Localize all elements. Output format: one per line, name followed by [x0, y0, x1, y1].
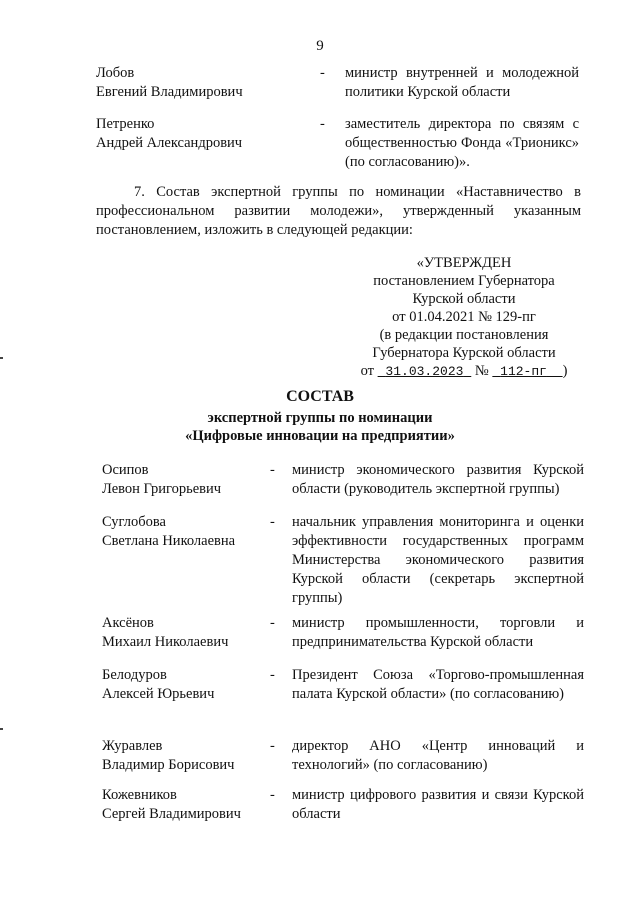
dash: - [270, 462, 275, 478]
composition-title: СОСТАВ [286, 388, 354, 405]
approval-date-line: от 31.03.2023 № 112-пг ) [360, 363, 568, 379]
member-position: начальник управления мониторинга и оценки эффективности государственных программ Министерства экономического развития Курской области (секретарь экспертной группы) [292, 514, 584, 606]
amendment-paragraph: 7. Состав экспертной группы по номинации «Наставничество в профессиональном развитии молодежи», утвержденный указанным постановлением, изложить в следующей редакции: [96, 184, 581, 238]
approval-line: Губернатора Курской области [372, 345, 556, 361]
member-name: Лобов Евгений Владимирович [96, 65, 243, 100]
approval-line: от 01.04.2021 № 129-пг [392, 309, 536, 325]
member-position: министр цифрового развития и связи Курской области [292, 787, 584, 822]
dash: - [270, 787, 275, 803]
member-name: Белодуров Алексей Юрьевич [102, 667, 215, 702]
dash: - [270, 738, 275, 754]
approval-date: 31.03.2023 [385, 364, 464, 379]
member-name: Осипов Левон Григорьевич [102, 462, 222, 497]
dash: - [270, 615, 275, 631]
member-position: Президент Союза «Торгово-промышленная палата Курской области» (по согласованию) [292, 667, 584, 702]
dash: - [320, 65, 325, 81]
page-number: 9 [316, 38, 324, 54]
member-position: министр промышленности, торговли и предпринимательства Курской области [292, 615, 584, 650]
dash: - [320, 116, 325, 132]
approval-number: 112-пг [500, 364, 547, 379]
nomination-name: «Цифровые инновации на предприятии» [185, 428, 455, 444]
composition-subtitle: экспертной группы по номинации [207, 410, 433, 426]
approval-line: Курской области [412, 291, 516, 307]
member-position: министр внутренней и молодежной политики Курской области [345, 65, 579, 100]
member-name: Аксёнов Михаил Николаевич [102, 615, 229, 650]
approval-line: постановлением Губернатора [373, 273, 555, 289]
approval-line: (в редакции постановления [379, 327, 549, 343]
member-position: министр экономического развития Курской области (руководитель экспертной группы) [292, 462, 584, 497]
member-name: Журавлев Владимир Борисович [102, 738, 235, 773]
approval-block [360, 254, 568, 381]
member-name: Петренко Андрей Александрович [96, 116, 243, 151]
member-position: заместитель директора по связям с общественностью Фонда «Трионикс» (по согласованию)». [345, 116, 579, 170]
dash: - [270, 514, 275, 530]
member-name: Суглобова Светлана Николаевна [102, 514, 236, 549]
approval-line: «УТВЕРЖДЕН [416, 255, 512, 271]
member-name: Кожевников Сергей Владимирович [102, 787, 241, 822]
scan-edge-mark [0, 357, 3, 359]
dash: - [270, 667, 275, 683]
scan-edge-mark [0, 728, 3, 730]
member-position: директор АНО «Центр инноваций и технологий» (по согласованию) [292, 738, 584, 773]
